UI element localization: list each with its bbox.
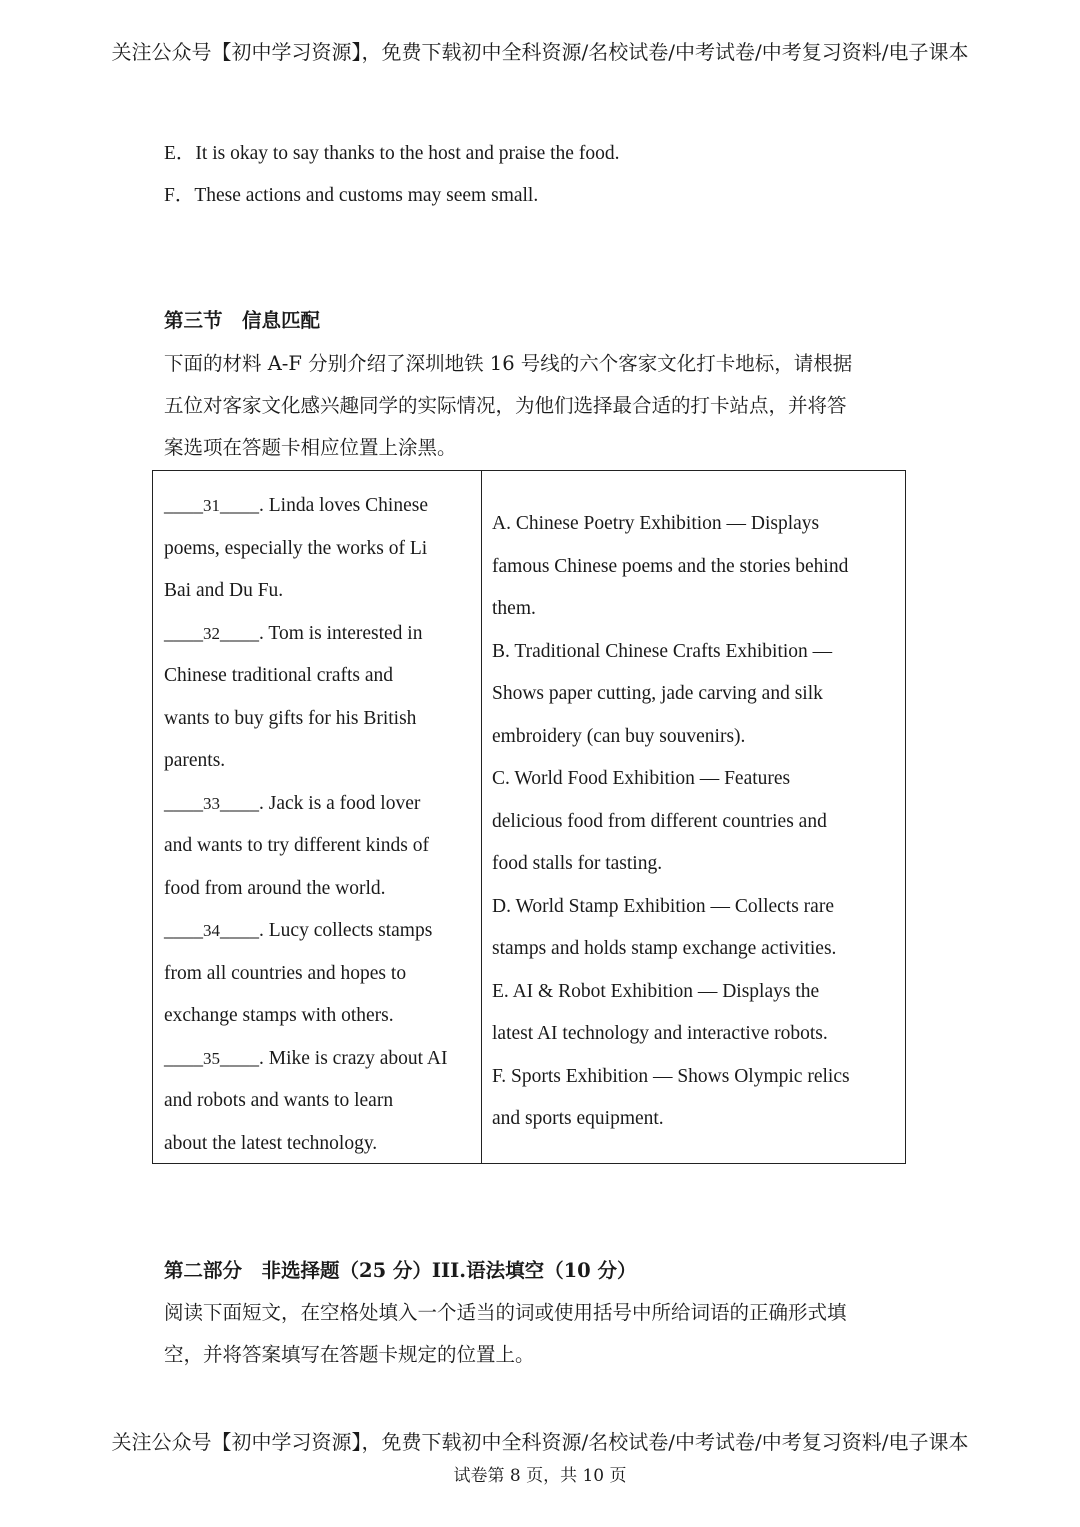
instruction-line: 下面的材料 A-F 分别介绍了深圳地铁 16 号线的六个客家文化打卡地标，请根据 — [164, 352, 853, 375]
question-text: food from around the world. — [164, 877, 386, 899]
answer-blank: ____ — [164, 622, 203, 644]
option-a — [492, 503, 897, 631]
option-text: A. Chinese Poetry Exhibition — Displays — [492, 513, 820, 534]
answer-blank: ____ — [164, 495, 203, 516]
question-number: 35 — [203, 1048, 220, 1068]
option-text: food stalls for tasting. — [492, 853, 663, 874]
option-text: famous Chinese poems and the stories behind — [492, 555, 849, 577]
answer-blank: ____ — [220, 792, 259, 814]
part2-instructions — [164, 1292, 924, 1376]
footer-banner: 关注公众号【初中学习资源】，免费下载初中全科资源/名校试卷/中考试卷/中考复习资料/电子课本 — [111, 1430, 969, 1454]
question-number: 34 — [203, 921, 220, 940]
instruction-line: 空，并将答案填写在答题卡规定的位置上。 — [164, 1343, 535, 1366]
option-text: them. — [492, 598, 536, 619]
option-f-exhibition — [492, 1056, 897, 1141]
page-number: 试卷第 8 页，共 10 页 — [453, 1466, 627, 1486]
instruction-line: 阅读下面短文，在空格处填入一个适当的词或使用括号中所给词语的正确形式填 — [164, 1301, 847, 1324]
answer-blank: ____ — [164, 1047, 203, 1069]
question-text: exchange stamps with others. — [164, 1005, 394, 1026]
question-text: . Jack is a food lover — [259, 792, 421, 814]
option-text: C. World Food Exhibition — Features — [492, 768, 791, 789]
question-text: and wants to try different kinds of — [164, 835, 430, 856]
header-banner: 关注公众号【初中学习资源】，免费下载初中全科资源/名校试卷/中考试卷/中考复习资料/电子课本 — [111, 40, 969, 64]
options-column — [482, 471, 905, 1163]
part2-title: 第二部分 非选择题（25 分）III.语法填空（10 分） — [164, 1259, 637, 1282]
answer-blank: ____ — [220, 920, 259, 941]
option-f: F．These actions and customs may seem small. — [164, 185, 539, 206]
option-e-exhibition — [492, 971, 897, 1056]
option-text: Shows paper cutting, jade carving and silk — [492, 683, 823, 704]
question-text: Bai and Du Fu. — [164, 580, 284, 601]
question-33 — [164, 783, 471, 911]
option-text: B. Traditional Chinese Crafts Exhibition — — [492, 640, 833, 662]
option-text: latest AI technology and interactive robots. — [492, 1023, 828, 1044]
answer-blank: ____ — [164, 792, 203, 814]
question-31 — [164, 485, 471, 613]
question-text: and robots and wants to learn — [164, 1090, 394, 1111]
answer-blank: ____ — [220, 622, 259, 644]
matching-table — [152, 470, 906, 1164]
option-text: embroidery (can buy souvenirs). — [492, 725, 746, 747]
answer-blank: ____ — [164, 920, 203, 941]
question-34 — [164, 910, 471, 1038]
option-text: D. World Stamp Exhibition — Collects rare — [492, 895, 834, 917]
option-e: E．It is okay to say thanks to the host and praise the food. — [164, 143, 620, 164]
option-text: delicious food from different countries and — [492, 810, 827, 832]
section-instructions — [164, 343, 924, 469]
question-text: . Lucy collects stamps — [259, 920, 433, 941]
option-b — [492, 631, 897, 759]
question-32 — [164, 613, 471, 783]
question-text: from all countries and hopes to — [164, 962, 407, 984]
question-text: . Tom is interested in — [259, 622, 423, 644]
section-title: 第三节 信息匹配 — [164, 309, 321, 332]
question-number: 32 — [203, 623, 220, 643]
option-d — [492, 886, 897, 971]
question-text: Chinese traditional crafts and — [164, 665, 394, 686]
question-text: . Linda loves Chinese — [259, 495, 428, 516]
question-text: parents. — [164, 750, 226, 771]
instruction-line: 五位对客家文化感兴趣同学的实际情况，为他们选择最合适的打卡站点，并将答 — [164, 394, 847, 417]
instruction-line: 案选项在答题卡相应位置上涂黑。 — [164, 436, 457, 459]
question-text: poems, especially the works of Li — [164, 537, 428, 559]
answer-blank: ____ — [220, 1047, 259, 1069]
answer-blank: ____ — [220, 495, 259, 516]
questions-column — [153, 471, 482, 1163]
option-text: E. AI & Robot Exhibition — Displays the — [492, 980, 820, 1002]
question-number: 33 — [203, 793, 220, 813]
option-text: stamps and holds stamp exchange activities. — [492, 938, 837, 959]
question-text: about the latest technology. — [164, 1132, 378, 1154]
option-text: F. Sports Exhibition — Shows Olympic relics — [492, 1065, 850, 1087]
option-c — [492, 758, 897, 886]
question-text: wants to buy gifts for his British — [164, 707, 417, 729]
question-35 — [164, 1038, 471, 1166]
option-text: and sports equipment. — [492, 1108, 664, 1129]
question-text: . Mike is crazy about AI — [259, 1047, 448, 1069]
question-number: 31 — [203, 496, 220, 515]
